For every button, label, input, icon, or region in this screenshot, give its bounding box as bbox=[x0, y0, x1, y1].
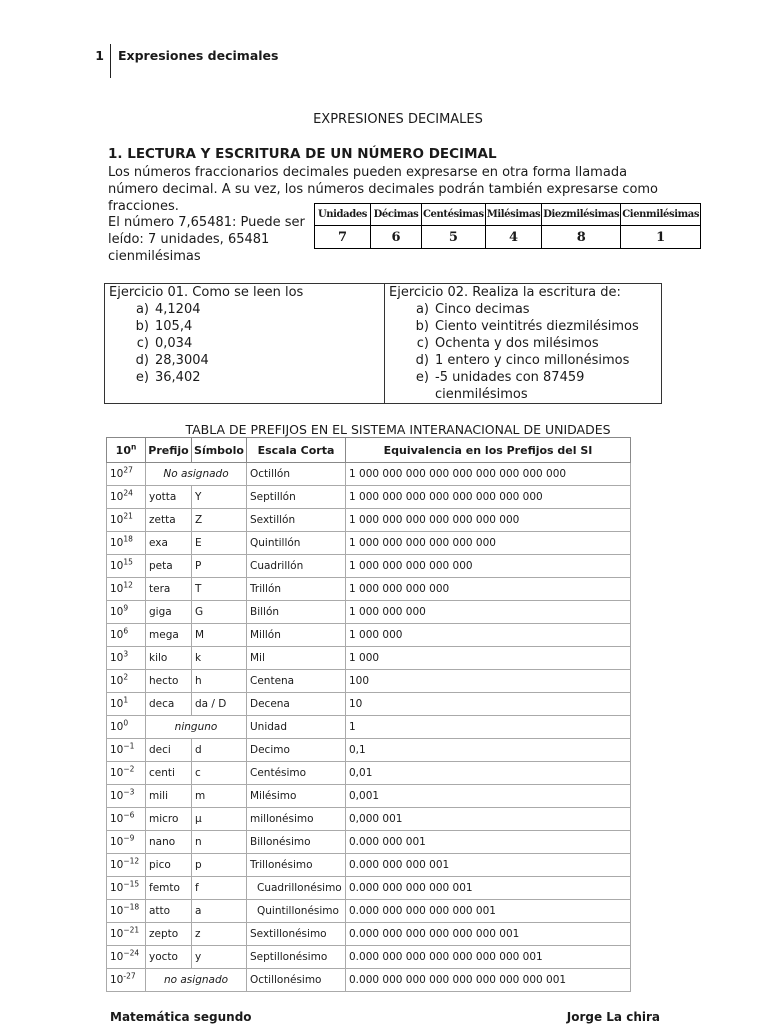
table-row bbox=[107, 670, 634, 693]
equivalence-cell: 0,000 001 bbox=[346, 808, 631, 831]
symbol-cell: z bbox=[192, 923, 247, 946]
power-exp: −15 bbox=[123, 879, 140, 889]
scale-cell: Sextillón bbox=[247, 509, 346, 532]
power-exp: 18 bbox=[123, 534, 133, 544]
item-letter: c) bbox=[136, 336, 149, 351]
power-base: 10 bbox=[110, 790, 124, 802]
table-edge bbox=[631, 762, 634, 785]
power-exp: −18 bbox=[123, 902, 140, 912]
scale-cell: Centésimo bbox=[247, 762, 346, 785]
power-cell bbox=[107, 923, 146, 946]
table-edge bbox=[631, 463, 634, 486]
list-item bbox=[109, 318, 380, 335]
table-row bbox=[107, 785, 634, 808]
symbol-cell: p bbox=[192, 854, 247, 877]
power-cell bbox=[107, 693, 146, 716]
item-letter: b) bbox=[135, 319, 149, 334]
power-base: 10 bbox=[110, 721, 124, 733]
scale-cell: Septillón bbox=[247, 486, 346, 509]
table-edge bbox=[631, 601, 634, 624]
prefix-table-body bbox=[107, 463, 634, 992]
scale-cell: Unidad bbox=[247, 716, 346, 739]
symbol-cell: f bbox=[192, 877, 247, 900]
table-edge bbox=[631, 854, 634, 877]
symbol-cell: µ bbox=[192, 808, 247, 831]
equivalence-cell: 1 000 bbox=[346, 647, 631, 670]
symbol-cell: E bbox=[192, 532, 247, 555]
scale-cell: Septillonésimo bbox=[247, 946, 346, 969]
list-item bbox=[109, 301, 380, 318]
table-edge bbox=[631, 578, 634, 601]
power-exp: 1 bbox=[123, 695, 129, 705]
table-edge bbox=[631, 693, 634, 716]
power-base: 10 bbox=[110, 675, 124, 687]
item-text: Ciento veintitrés diezmilésimos bbox=[435, 319, 639, 334]
item-text: 4,1204 bbox=[155, 302, 201, 317]
equivalence-cell: 0,01 bbox=[346, 762, 631, 785]
table-edge bbox=[631, 923, 634, 946]
scale-cell: Cuadrillonésimo bbox=[247, 877, 346, 900]
equivalence-cell: 1 000 000 000 000 000 000 bbox=[346, 532, 631, 555]
header-title: Expresiones decimales bbox=[118, 48, 279, 63]
symbol-cell: a bbox=[192, 900, 247, 923]
list-item bbox=[389, 369, 657, 403]
table-row bbox=[107, 532, 634, 555]
equivalence-cell: 1 bbox=[346, 716, 631, 739]
table-row bbox=[107, 831, 634, 854]
power-cell bbox=[107, 463, 146, 486]
power-exp: 12 bbox=[123, 580, 133, 590]
list-item bbox=[389, 352, 657, 369]
item-text: 36,402 bbox=[155, 370, 201, 385]
symbol-cell: P bbox=[192, 555, 247, 578]
power-base: 10 bbox=[110, 606, 124, 618]
list-item bbox=[389, 318, 657, 335]
prefix-cell: hecto bbox=[146, 670, 192, 693]
table-edge bbox=[631, 946, 634, 969]
col-header-prefix: Prefijo bbox=[146, 438, 192, 463]
table-row bbox=[107, 693, 634, 716]
section-intro: Los números fraccionarios decimales pueden expresarse en otra forma llamada número decimal. A su vez, los números decimales podrán también expresarse como fracciones. bbox=[108, 165, 659, 214]
symbol-cell: m bbox=[192, 785, 247, 808]
power-base: 10 bbox=[110, 767, 124, 779]
power-cell bbox=[107, 808, 146, 831]
list-item bbox=[109, 369, 380, 386]
item-text: -5 unidades con 87459 cienmilésimos bbox=[435, 370, 585, 402]
table-edge bbox=[631, 647, 634, 670]
power-base: 10 bbox=[110, 859, 124, 871]
power-base: 10 bbox=[110, 905, 124, 917]
power-cell bbox=[107, 624, 146, 647]
power-base: 10 bbox=[110, 583, 124, 595]
power-cell bbox=[107, 716, 146, 739]
prefix-cell: peta bbox=[146, 555, 192, 578]
item-letter: b) bbox=[415, 319, 429, 334]
scale-cell: Trillón bbox=[247, 578, 346, 601]
symbol-cell: d bbox=[192, 739, 247, 762]
symbol-cell: M bbox=[192, 624, 247, 647]
power-exp: 2 bbox=[123, 672, 129, 682]
power-exp: −21 bbox=[123, 925, 140, 935]
power-cell bbox=[107, 532, 146, 555]
prefix-cell: pico bbox=[146, 854, 192, 877]
scale-cell: millonésimo bbox=[247, 808, 346, 831]
exercise-01-list bbox=[109, 301, 380, 386]
equivalence-cell: 10 bbox=[346, 693, 631, 716]
table-row bbox=[107, 923, 634, 946]
symbol-cell: k bbox=[192, 647, 247, 670]
table-row bbox=[107, 463, 634, 486]
scale-cell: Billonésimo bbox=[247, 831, 346, 854]
equivalence-cell: 1 000 000 000 000 000 000 000 bbox=[346, 509, 631, 532]
equivalence-cell: 0.000 000 000 001 bbox=[346, 854, 631, 877]
scale-cell: Trillonésimo bbox=[247, 854, 346, 877]
table-edge bbox=[631, 785, 634, 808]
power-exp: −2 bbox=[123, 764, 135, 774]
table-row bbox=[107, 647, 634, 670]
table-row bbox=[107, 762, 634, 785]
power-cell bbox=[107, 969, 146, 992]
list-item bbox=[389, 335, 657, 352]
power-cell bbox=[107, 509, 146, 532]
scale-cell: Sextillonésimo bbox=[247, 923, 346, 946]
col-header-symbol: Símbolo bbox=[192, 438, 247, 463]
item-text: 0,034 bbox=[155, 336, 193, 351]
equivalence-cell: 1 000 000 000 000 bbox=[346, 578, 631, 601]
scale-cell: Mil bbox=[247, 647, 346, 670]
power-cell bbox=[107, 854, 146, 877]
equivalence-cell: 0.000 000 000 000 000 000 000 001 bbox=[346, 946, 631, 969]
table-edge bbox=[631, 555, 634, 578]
table-edge bbox=[631, 969, 634, 992]
equivalence-cell: 1 000 000 000 bbox=[346, 601, 631, 624]
item-text: 105,4 bbox=[155, 319, 193, 334]
power-base: 10 bbox=[110, 629, 124, 641]
power-exp: −1 bbox=[123, 741, 135, 751]
power-exp: n bbox=[130, 441, 137, 451]
prefix-cell: nano bbox=[146, 831, 192, 854]
table-edge bbox=[631, 877, 634, 900]
col-header-scale: Escala Corta bbox=[247, 438, 346, 463]
power-base: 10 bbox=[115, 443, 131, 457]
item-letter: c) bbox=[416, 336, 429, 351]
place-header: Unidades bbox=[315, 204, 371, 226]
power-base: 10 bbox=[110, 744, 124, 756]
table-row bbox=[107, 624, 634, 647]
place-value: 8 bbox=[542, 226, 621, 249]
equivalence-cell: 1 000 000 000 000 000 bbox=[346, 555, 631, 578]
power-base: 10 bbox=[110, 652, 124, 664]
symbol-cell: T bbox=[192, 578, 247, 601]
footer-right: Jorge La chira bbox=[566, 1010, 660, 1024]
item-text: Cinco decimas bbox=[435, 302, 530, 317]
power-exp: −24 bbox=[123, 948, 140, 958]
table-edge bbox=[631, 624, 634, 647]
power-exp: 24 bbox=[123, 488, 133, 498]
power-exp: 15 bbox=[123, 557, 133, 567]
example-text: El número 7,65481: Puede ser leído: 7 unidades, 65481 cienmilésimas bbox=[108, 215, 305, 264]
place-header: Milésimas bbox=[485, 204, 542, 226]
exercise-01 bbox=[105, 284, 385, 403]
prefix-cell: femto bbox=[146, 877, 192, 900]
equivalence-cell: 0.000 000 000 000 000 000 001 bbox=[346, 923, 631, 946]
power-cell bbox=[107, 486, 146, 509]
place-header: Centésimas bbox=[422, 204, 486, 226]
symbol-cell: n bbox=[192, 831, 247, 854]
place-value-table bbox=[314, 203, 701, 249]
power-cell bbox=[107, 555, 146, 578]
prefix-cell: zetta bbox=[146, 509, 192, 532]
table-row bbox=[107, 808, 634, 831]
power-exp: -27 bbox=[123, 971, 136, 981]
prefix-cell: deci bbox=[146, 739, 192, 762]
scale-cell: Quintillonésimo bbox=[247, 900, 346, 923]
prefix-merged-cell: no asignado bbox=[146, 969, 247, 992]
symbol-cell: y bbox=[192, 946, 247, 969]
power-exp: −3 bbox=[123, 787, 135, 797]
scale-cell: Quintillón bbox=[247, 532, 346, 555]
item-text: Ochenta y dos milésimos bbox=[435, 336, 599, 351]
equivalence-cell: 0.000 000 000 000 001 bbox=[346, 877, 631, 900]
equivalence-cell: 1 000 000 bbox=[346, 624, 631, 647]
table-edge bbox=[631, 831, 634, 854]
table-row bbox=[107, 555, 634, 578]
power-cell bbox=[107, 831, 146, 854]
prefix-cell: giga bbox=[146, 601, 192, 624]
symbol-cell: Z bbox=[192, 509, 247, 532]
symbol-cell: c bbox=[192, 762, 247, 785]
power-exp: 0 bbox=[123, 718, 129, 728]
prefix-cell: zepto bbox=[146, 923, 192, 946]
table-header-row bbox=[107, 438, 634, 463]
item-text: 1 entero y cinco millonésimos bbox=[435, 353, 630, 368]
table-row bbox=[107, 877, 634, 900]
scale-cell: Decimo bbox=[247, 739, 346, 762]
item-letter: d) bbox=[415, 353, 429, 368]
exercise-02 bbox=[385, 284, 661, 403]
equivalence-cell: 0,001 bbox=[346, 785, 631, 808]
power-base: 10 bbox=[110, 928, 124, 940]
table-edge bbox=[631, 900, 634, 923]
symbol-cell: h bbox=[192, 670, 247, 693]
power-exp: 21 bbox=[123, 511, 133, 521]
equivalence-cell: 0,1 bbox=[346, 739, 631, 762]
power-exp: 6 bbox=[123, 626, 129, 636]
prefix-cell: centi bbox=[146, 762, 192, 785]
power-exp: −9 bbox=[123, 833, 135, 843]
item-letter: d) bbox=[135, 353, 149, 368]
power-exp: −12 bbox=[123, 856, 140, 866]
scale-cell: Billón bbox=[247, 601, 346, 624]
exercises-box bbox=[104, 283, 662, 404]
list-item bbox=[389, 301, 657, 318]
equivalence-cell: 0.000 000 001 bbox=[346, 831, 631, 854]
prefix-cell: mega bbox=[146, 624, 192, 647]
place-header: Décimas bbox=[371, 204, 422, 226]
prefix-cell: mili bbox=[146, 785, 192, 808]
scale-cell: Milésimo bbox=[247, 785, 346, 808]
prefix-cell: yotta bbox=[146, 486, 192, 509]
symbol-cell: da / D bbox=[192, 693, 247, 716]
item-letter: e) bbox=[135, 370, 149, 385]
power-cell bbox=[107, 877, 146, 900]
prefix-cell: tera bbox=[146, 578, 192, 601]
table-row bbox=[107, 716, 634, 739]
power-cell bbox=[107, 739, 146, 762]
power-base: 10 bbox=[110, 951, 124, 963]
table-row bbox=[107, 486, 634, 509]
equivalence-cell: 0.000 000 000 000 000 000 000 000 001 bbox=[346, 969, 631, 992]
item-text: 28,3004 bbox=[155, 353, 209, 368]
power-base: 10 bbox=[110, 813, 124, 825]
page-number: 1 bbox=[95, 48, 104, 63]
power-exp: 9 bbox=[123, 603, 129, 613]
table-row bbox=[107, 854, 634, 877]
symbol-cell: G bbox=[192, 601, 247, 624]
power-cell bbox=[107, 601, 146, 624]
list-item bbox=[109, 352, 380, 369]
table-edge bbox=[631, 716, 634, 739]
prefix-cell: micro bbox=[146, 808, 192, 831]
table-edge bbox=[631, 739, 634, 762]
scale-cell: Decena bbox=[247, 693, 346, 716]
place-header: Diezmilésimas bbox=[542, 204, 621, 226]
prefix-cell: kilo bbox=[146, 647, 192, 670]
prefix-cell: deca bbox=[146, 693, 192, 716]
equivalence-cell: 100 bbox=[346, 670, 631, 693]
power-base: 10 bbox=[110, 560, 124, 572]
place-value: 5 bbox=[422, 226, 486, 249]
place-value: 7 bbox=[315, 226, 371, 249]
power-cell bbox=[107, 578, 146, 601]
power-base: 10 bbox=[110, 974, 124, 986]
power-base: 10 bbox=[110, 882, 124, 894]
exercise-02-list bbox=[389, 301, 657, 403]
item-letter: e) bbox=[415, 370, 429, 385]
table-edge bbox=[631, 670, 634, 693]
prefix-merged-cell: No asignado bbox=[146, 463, 247, 486]
power-exp: 27 bbox=[123, 465, 133, 475]
table-edge bbox=[631, 808, 634, 831]
table-row bbox=[107, 739, 634, 762]
power-base: 10 bbox=[110, 491, 124, 503]
prefix-merged-cell: ninguno bbox=[146, 716, 247, 739]
prefix-cell: yocto bbox=[146, 946, 192, 969]
table-row bbox=[107, 946, 634, 969]
power-base: 10 bbox=[110, 514, 124, 526]
prefix-cell: atto bbox=[146, 900, 192, 923]
item-letter: a) bbox=[135, 302, 149, 317]
power-base: 10 bbox=[110, 537, 124, 549]
power-base: 10 bbox=[110, 836, 124, 848]
scale-cell: Millón bbox=[247, 624, 346, 647]
table-row bbox=[107, 900, 634, 923]
power-exp: 3 bbox=[123, 649, 129, 659]
place-header: Cienmilésimas bbox=[621, 204, 701, 226]
page-header bbox=[88, 44, 278, 78]
col-header-power bbox=[107, 438, 146, 463]
place-value: 4 bbox=[485, 226, 542, 249]
scale-cell: Octillonésimo bbox=[247, 969, 346, 992]
scale-cell: Octillón bbox=[247, 463, 346, 486]
prefix-table-title: TABLA DE PREFIJOS EN EL SISTEMA INTERANACIONAL DE UNIDADES bbox=[185, 422, 611, 437]
power-cell bbox=[107, 946, 146, 969]
table-edge bbox=[631, 486, 634, 509]
footer-left: Matemática segundo bbox=[110, 1010, 252, 1024]
table-row bbox=[107, 601, 634, 624]
section-title: 1. LECTURA Y ESCRITURA DE UN NÚMERO DECIMAL bbox=[108, 146, 497, 162]
table-row bbox=[107, 509, 634, 532]
scale-cell: Cuadrillón bbox=[247, 555, 346, 578]
power-cell bbox=[107, 670, 146, 693]
list-item bbox=[109, 335, 380, 352]
document-title: EXPRESIONES DECIMALES bbox=[313, 112, 483, 127]
power-exp: −6 bbox=[123, 810, 135, 820]
power-cell bbox=[107, 900, 146, 923]
prefix-cell: exa bbox=[146, 532, 192, 555]
power-cell bbox=[107, 762, 146, 785]
scale-cell: Centena bbox=[247, 670, 346, 693]
place-value: 6 bbox=[371, 226, 422, 249]
table-row bbox=[107, 578, 634, 601]
place-value: 1 bbox=[621, 226, 701, 249]
equivalence-cell: 1 000 000 000 000 000 000 000 000 000 bbox=[346, 463, 631, 486]
table-row bbox=[107, 969, 634, 992]
table-edge bbox=[631, 438, 634, 463]
power-base: 10 bbox=[110, 468, 124, 480]
symbol-cell: Y bbox=[192, 486, 247, 509]
exercise-02-title: Ejercicio 02. Realiza la escritura de: bbox=[389, 285, 621, 300]
power-base: 10 bbox=[110, 698, 124, 710]
power-cell bbox=[107, 647, 146, 670]
equivalence-cell: 0.000 000 000 000 000 001 bbox=[346, 900, 631, 923]
table-edge bbox=[631, 532, 634, 555]
table-edge bbox=[631, 509, 634, 532]
exercise-01-title: Ejercicio 01. Como se leen los bbox=[109, 285, 304, 300]
si-prefix-table bbox=[106, 437, 633, 992]
equivalence-cell: 1 000 000 000 000 000 000 000 000 bbox=[346, 486, 631, 509]
power-cell bbox=[107, 785, 146, 808]
col-header-equivalence: Equivalencia en los Prefijos del SI bbox=[346, 438, 631, 463]
item-letter: a) bbox=[415, 302, 429, 317]
